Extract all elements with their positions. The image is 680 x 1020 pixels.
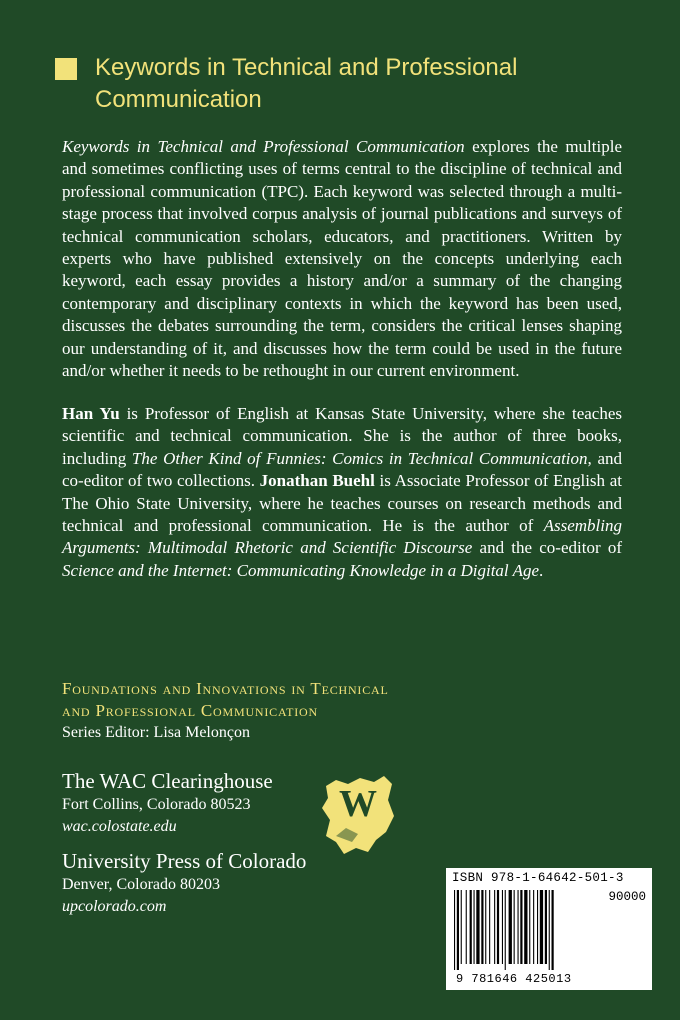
svg-text:W: W	[339, 783, 377, 825]
book-title-2: Assembling Arguments: Multimodal Rhetoric and Scientific Discourse	[62, 516, 622, 558]
barcode-bar	[537, 890, 538, 964]
barcode-digits: 9 781646 425013	[456, 972, 572, 986]
barcode-bar	[520, 890, 522, 964]
barcode-bar	[494, 890, 495, 964]
barcode-bar	[549, 890, 550, 970]
barcode-bar	[489, 890, 490, 964]
publisher-address: Fort Collins, Colorado 80523	[62, 796, 251, 813]
barcode-bar	[514, 890, 515, 964]
publisher-name: University Press of Colorado	[62, 849, 307, 873]
series-title-line-1: Foundations and Innovations in Technical	[62, 679, 389, 698]
isbn-text: ISBN 978-1-64642-501-3	[452, 871, 624, 885]
series-info	[62, 678, 562, 744]
book-title: Keywords in Technical and Professional Communication	[95, 54, 518, 113]
series-editor: Series Editor: Lisa Melonçon	[62, 724, 250, 741]
description-text: explores the multiple and sometimes conflicting uses of terms central to the discipline of technical and professional communication (TPC). Each keyword was selected through a multi-stage process that involved corpus analysis of journal publications and surveys of technical communication scholars, educators, and practitioners. Written by experts who have published extensively on the concepts underlying each keyword, each essay provides a history and/or a summary of the changing contemporary and disciplinary contexts in which the keyword has been used, discusses the debates surrounding the term, considers the critical lenses shaping our understanding of it, and discusses how the term could be used in the future and/or whether it needs to be rethought in our current environment.	[62, 137, 622, 381]
wac-logo-icon	[318, 770, 398, 860]
book-title-3: Science and the Internet: Communicating Knowledge in a Digital Age	[62, 560, 540, 580]
publisher-url: upcolorado.com	[62, 898, 167, 915]
barcode-bar	[470, 890, 472, 964]
title-square-icon	[55, 58, 77, 80]
barcode-bar	[497, 890, 499, 964]
price-code: 90000	[608, 890, 646, 904]
barcode-bar	[502, 890, 503, 964]
barcode-bar	[505, 890, 506, 970]
barcode-bar	[533, 890, 534, 964]
isbn-barcode	[446, 868, 652, 990]
barcode-bars	[452, 890, 602, 972]
barcode-bar	[461, 890, 462, 964]
description-title: Keywords in Technical and Professional Communication	[62, 137, 465, 156]
publisher-wac	[62, 768, 362, 838]
barcode-bar	[529, 890, 530, 964]
publisher-url: wac.colostate.edu	[62, 818, 177, 835]
barcode-bar	[540, 890, 543, 964]
barcode-bar	[466, 890, 467, 964]
barcode-bar	[476, 890, 479, 964]
series-title-line-2: and Professional Communication	[62, 701, 318, 720]
barcode-bar	[552, 890, 554, 970]
barcode-bar	[454, 890, 455, 970]
barcode-bar	[485, 890, 486, 964]
author-bio: Han Yu is Professor of English at Kansas State University, where she teaches scientific and technical communication. She is the author of three books, including The Other Kind of Funnies: Comics in Technical Communication, and co-editor of two collections. Jonathan Buehl is Associate Professor of English at The Ohio State University, where he teaches courses on research methods and technical and professional communication. He is the author of Assembling Arguments: Multimodal Rhetoric and Scientific Discourse and the co-editor of Science and the Internet: Communicating Knowledge in a Digital Age.	[62, 404, 623, 580]
barcode-bar	[457, 890, 459, 970]
barcode-bar	[509, 890, 512, 964]
publisher-name: The WAC Clearinghouse	[62, 769, 273, 793]
book-description	[62, 136, 622, 382]
author-name-1: Han Yu	[62, 404, 120, 423]
barcode-bar	[474, 890, 475, 964]
publisher-address: Denver, Colorado 80203	[62, 876, 220, 893]
author-name-2: Jonathan Buehl	[259, 471, 375, 491]
publisher-upc	[62, 848, 362, 918]
barcode-bar	[481, 890, 483, 964]
barcode-bar	[545, 890, 547, 964]
barcode-bar	[524, 890, 527, 964]
book-title-1: The Other Kind of Funnies: Comics in Technical Communication	[131, 448, 588, 468]
barcode-bar	[518, 890, 519, 964]
